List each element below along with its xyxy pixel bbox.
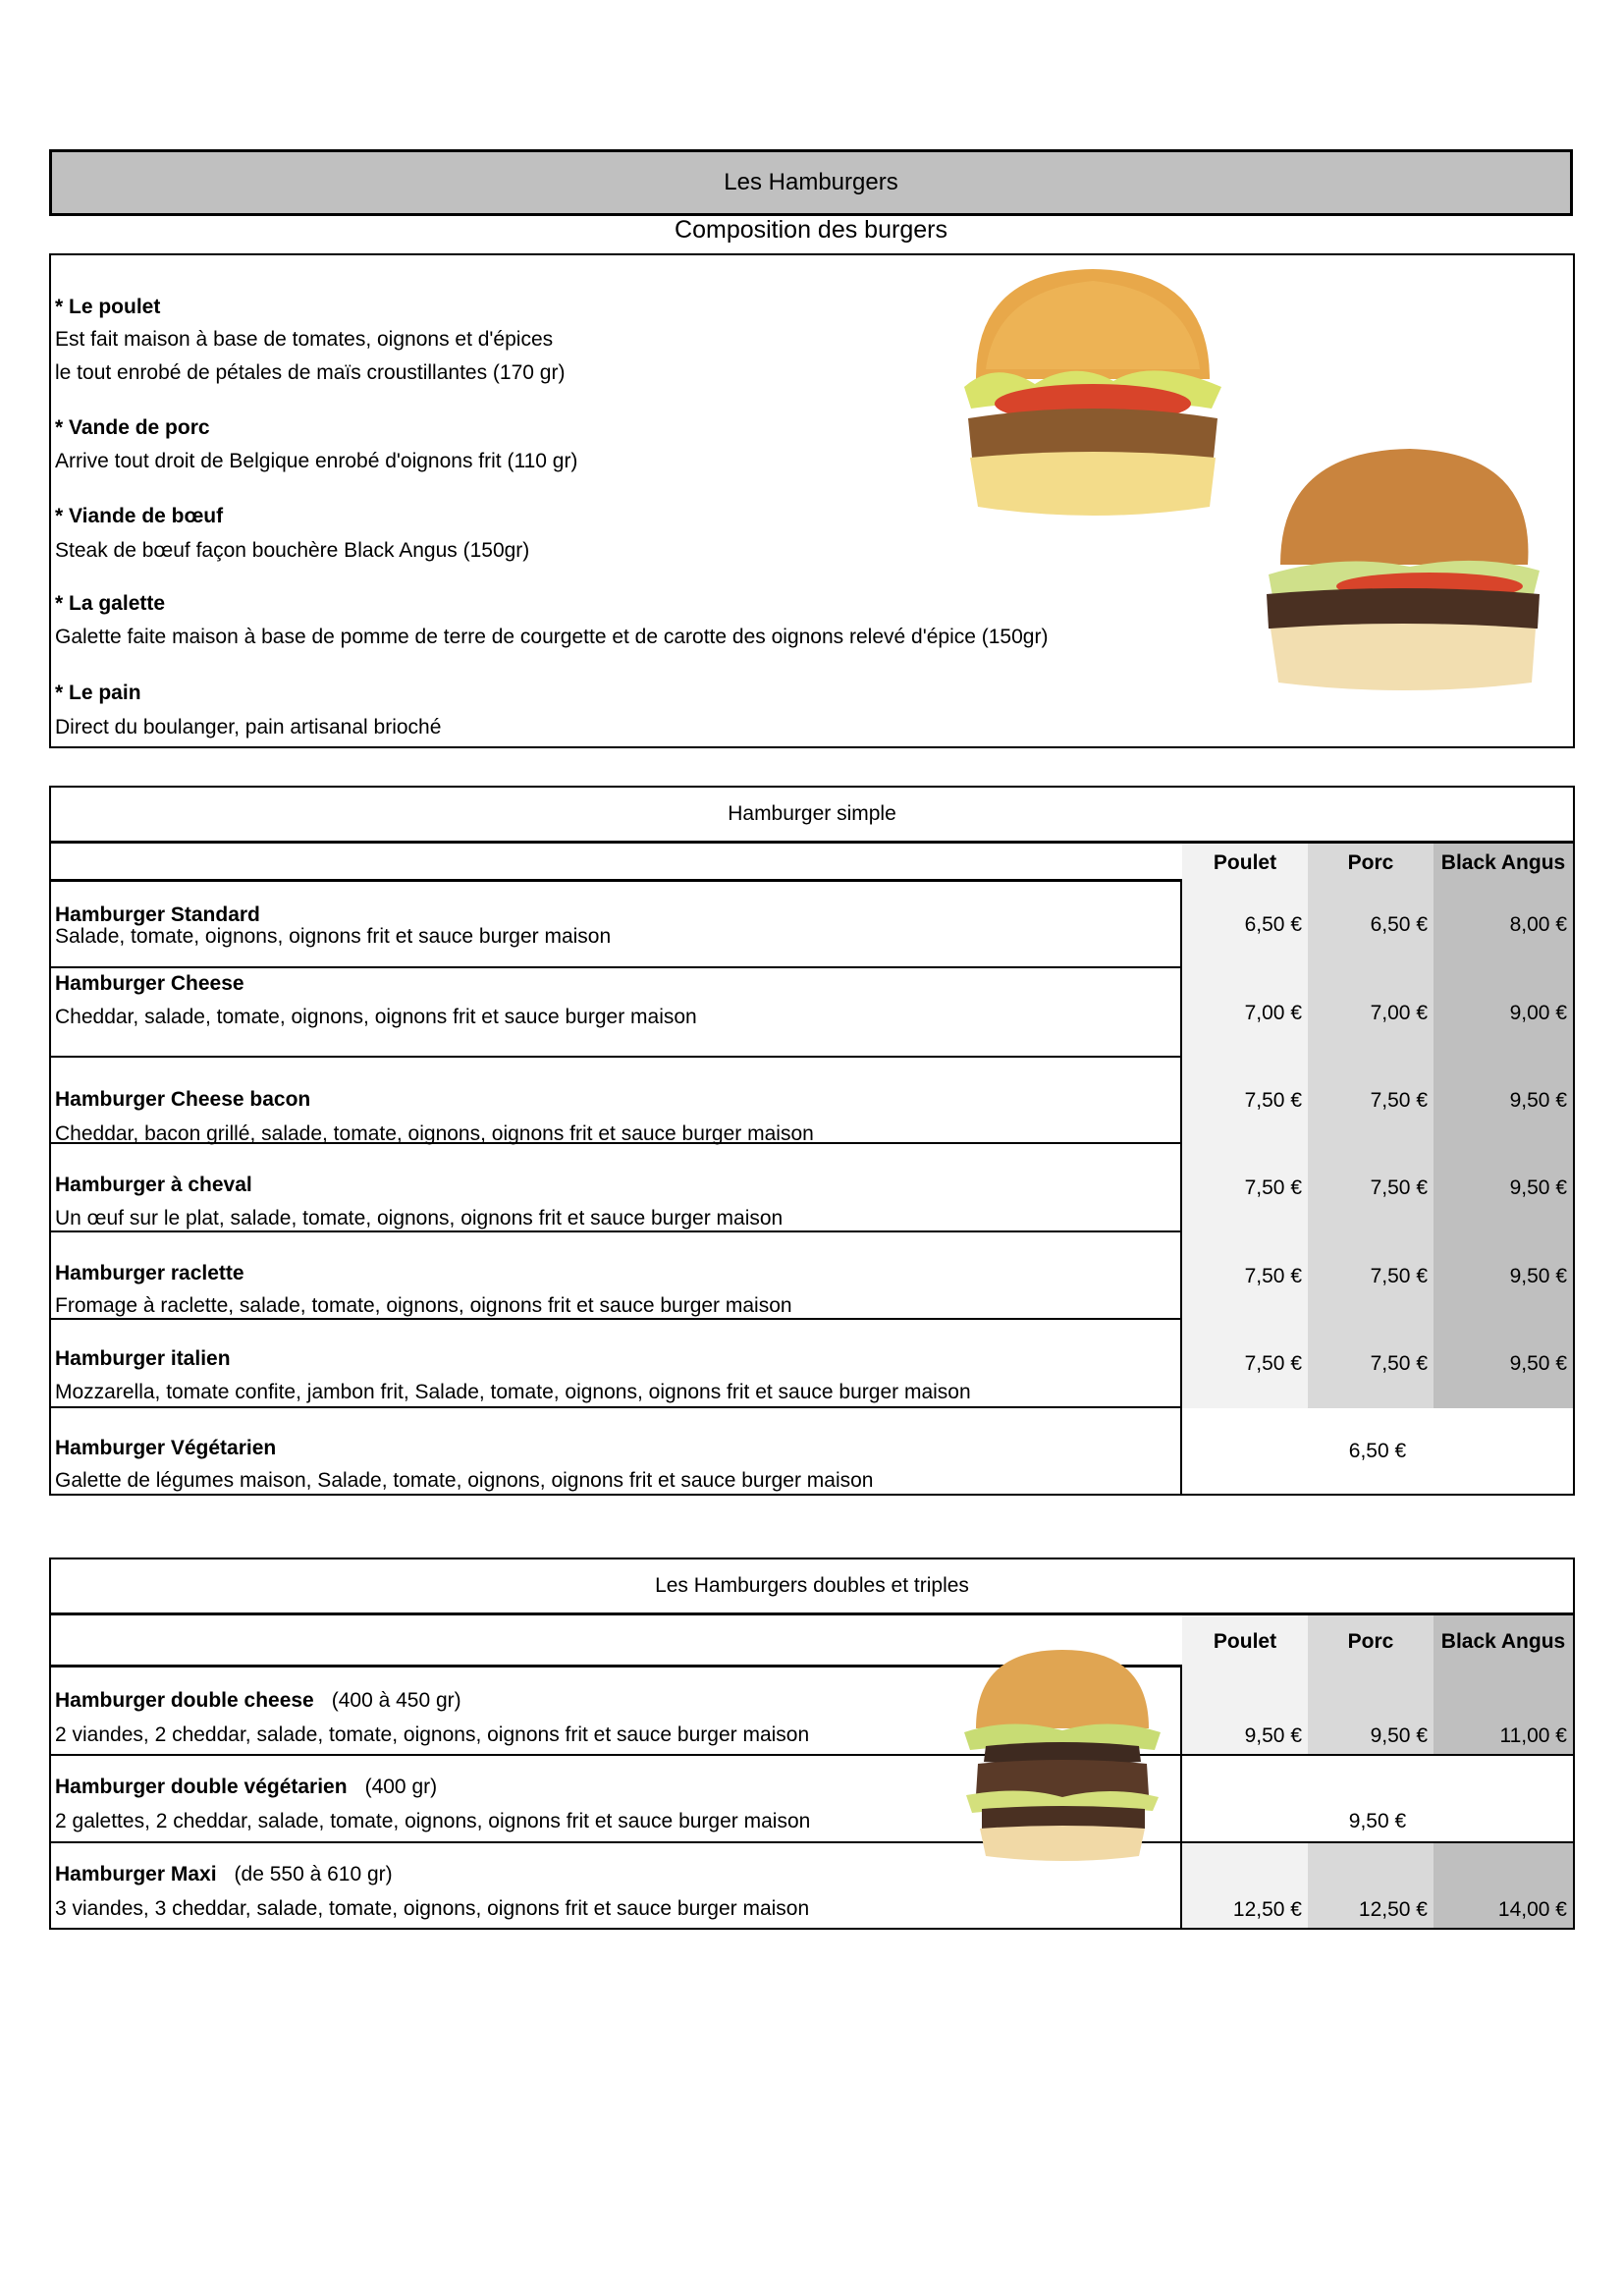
price-poulet: 9,50 €: [1182, 1667, 1308, 1756]
composition-text: Galette faite maison à base de pomme de terre de courgette et de carotte des oignons relevé d'épice (150gr): [55, 626, 1049, 648]
table-row: [51, 1320, 1573, 1408]
price-porc: 12,50 €: [1308, 1843, 1434, 1930]
simple-burger-table: [49, 786, 1575, 1496]
price-porc: 9,50 €: [1308, 1667, 1434, 1756]
table-title: Les Hamburgers doubles et triples: [51, 1559, 1573, 1615]
table-row: [51, 882, 1573, 968]
composition-text: le tout enrobé de pétales de maïs croustillantes (170 gr): [55, 361, 566, 384]
price-black-angus: 9,50 €: [1434, 1320, 1573, 1408]
column-header-row: [51, 844, 1573, 882]
item-cell: [51, 1320, 1182, 1408]
column-header-black-angus: Black Angus: [1434, 1615, 1573, 1667]
price-black-angus: 9,50 €: [1434, 1058, 1573, 1144]
item-weight: (400 gr): [364, 1776, 438, 1798]
price-single: 9,50 €: [1182, 1756, 1573, 1843]
chicken-burger-image: [956, 261, 1229, 520]
item-description: Un œuf sur le plat, salade, tomate, oignons, oignons frit et sauce burger maison: [55, 1207, 784, 1230]
price-porc: 6,50 €: [1308, 882, 1434, 968]
item-description: 3 viandes, 3 cheddar, salade, tomate, oignons, oignons frit et sauce burger maison: [55, 1897, 810, 1920]
item-cell: [51, 1232, 1182, 1320]
item-description: Fromage à raclette, salade, tomate, oignons, oignons frit et sauce burger maison: [55, 1294, 792, 1317]
composition-text: Est fait maison à base de tomates, oignons et d'épices: [55, 328, 554, 351]
composition-heading: * Vande de porc: [55, 416, 210, 439]
price-black-angus: 14,00 €: [1434, 1843, 1573, 1930]
price-black-angus: 9,50 €: [1434, 1144, 1573, 1232]
item-cell: [51, 882, 1182, 968]
item-name-text: Hamburger Standard: [55, 903, 260, 926]
price-poulet: 12,50 €: [1182, 1843, 1308, 1930]
price-poulet: 7,50 €: [1182, 1144, 1308, 1232]
beef-burger-image: [1263, 447, 1543, 692]
table-title: Hamburger simple: [51, 788, 1573, 844]
item-name: [55, 903, 260, 927]
composition-heading: * La galette: [55, 592, 166, 615]
composition-text: Arrive tout droit de Belgique enrobé d'oignons frit (110 gr): [55, 450, 578, 472]
item-name: [55, 972, 244, 996]
item-name: [55, 1262, 244, 1285]
item-cell: [51, 1408, 1182, 1496]
price-porc: 7,50 €: [1308, 1232, 1434, 1320]
item-name-text: Hamburger Cheese: [55, 972, 244, 995]
item-description: Galette de légumes maison, Salade, tomate, oignons, oignons frit et sauce burger maison: [55, 1469, 874, 1492]
price-porc: 7,50 €: [1308, 1058, 1434, 1144]
table-row: [51, 1144, 1573, 1232]
item-name: [55, 1863, 393, 1886]
price-poulet: 7,50 €: [1182, 1232, 1308, 1320]
item-name-text: Hamburger double cheese: [55, 1689, 314, 1712]
price-porc: 7,50 €: [1308, 1144, 1434, 1232]
price-poulet: 7,50 €: [1182, 1058, 1308, 1144]
table-row: [51, 1408, 1573, 1496]
price-poulet: 7,00 €: [1182, 968, 1308, 1058]
item-name: [55, 1088, 310, 1112]
item-name-text: Hamburger Maxi: [55, 1863, 217, 1886]
header-spacer: [51, 844, 1182, 882]
price-poulet: 6,50 €: [1182, 882, 1308, 968]
item-cell: [51, 968, 1182, 1058]
item-description: Salade, tomate, oignons, oignons frit et sauce burger maison: [55, 925, 612, 948]
item-name-text: Hamburger double végétarien: [55, 1776, 348, 1798]
column-header-black-angus: Black Angus: [1434, 844, 1573, 882]
item-name: [55, 1776, 437, 1799]
double-burger-image: [962, 1648, 1163, 1862]
composition-text: Direct du boulanger, pain artisanal brioché: [55, 716, 442, 738]
price-single: 6,50 €: [1182, 1408, 1573, 1496]
price-black-angus: 9,50 €: [1434, 1232, 1573, 1320]
menu-title: Les Hamburgers: [49, 149, 1573, 216]
column-header-poulet: Poulet: [1182, 844, 1308, 882]
table-row: [51, 1232, 1573, 1320]
price-black-angus: 9,00 €: [1434, 968, 1573, 1058]
item-name-text: Hamburger raclette: [55, 1262, 244, 1285]
price-black-angus: 8,00 €: [1434, 882, 1573, 968]
item-description: Cheddar, salade, tomate, oignons, oignons frit et sauce burger maison: [55, 1006, 697, 1028]
item-name-text: Hamburger à cheval: [55, 1174, 252, 1196]
table-row: [51, 1756, 1573, 1843]
item-cell: [51, 1144, 1182, 1232]
item-name: [55, 1347, 231, 1371]
item-description: Cheddar, bacon grillé, salade, tomate, oignons, oignons frit et sauce burger maison: [55, 1122, 814, 1145]
table-row: [51, 1667, 1573, 1756]
item-description: 2 viandes, 2 cheddar, salade, tomate, oignons, oignons frit et sauce burger maison: [55, 1723, 810, 1746]
composition-title: Composition des burgers: [675, 216, 947, 244]
item-name-text: Hamburger Végétarien: [55, 1437, 277, 1459]
price-black-angus: 11,00 €: [1434, 1667, 1573, 1756]
item-description: Mozzarella, tomate confite, jambon frit, Salade, tomate, oignons, oignons frit et sauce burger maison: [55, 1381, 971, 1403]
composition-text: Steak de bœuf façon bouchère Black Angus (150gr): [55, 539, 530, 562]
item-weight: (de 550 à 610 gr): [234, 1863, 393, 1886]
column-header-row: [51, 1615, 1573, 1667]
item-name-text: Hamburger italien: [55, 1347, 231, 1370]
composition-heading: * Viande de bœuf: [55, 505, 224, 527]
column-header-poulet: Poulet: [1182, 1615, 1308, 1667]
item-name: [55, 1437, 276, 1460]
double-burger-table: [49, 1558, 1575, 1930]
item-name: [55, 1689, 461, 1713]
item-name-text: Hamburger Cheese bacon: [55, 1088, 311, 1111]
item-name: [55, 1174, 252, 1197]
column-header-porc: Porc: [1308, 1615, 1434, 1667]
item-cell: [51, 1058, 1182, 1144]
column-header-porc: Porc: [1308, 844, 1434, 882]
item-description: 2 galettes, 2 cheddar, salade, tomate, oignons, oignons frit et sauce burger maison: [55, 1810, 811, 1832]
composition-heading: * Le pain: [55, 682, 141, 704]
table-row: [51, 1843, 1573, 1930]
item-weight: (400 à 450 gr): [331, 1689, 461, 1712]
price-porc: 7,50 €: [1308, 1320, 1434, 1408]
table-row: [51, 1058, 1573, 1144]
composition-heading: * Le poulet: [55, 296, 161, 318]
table-row: [51, 968, 1573, 1058]
price-poulet: 7,50 €: [1182, 1320, 1308, 1408]
price-porc: 7,00 €: [1308, 968, 1434, 1058]
